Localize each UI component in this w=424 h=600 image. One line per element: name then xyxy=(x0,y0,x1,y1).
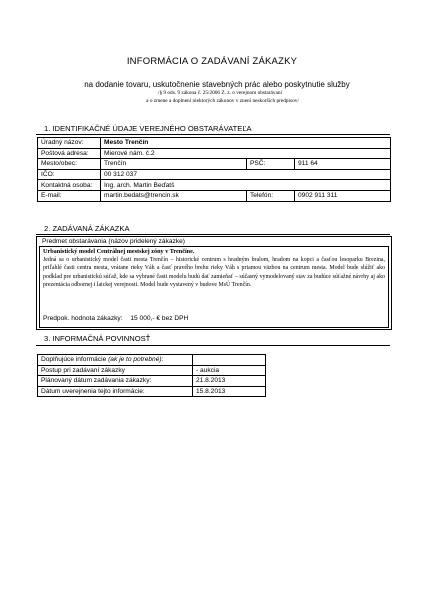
document-title: INFORMÁCIA O ZADÁVANÍ ZÁKAZKY xyxy=(126,56,298,67)
phone-label: Telefón: xyxy=(247,190,295,201)
legal-reference-line1: /§ 9 ods. 9 zákona č. 25/2006 Z. z. o verejnom obstarávaní xyxy=(157,90,282,96)
address-value: Mierové nám. č.2 xyxy=(101,148,391,159)
info-value: 21.8.2013 xyxy=(193,376,266,387)
table-row xyxy=(38,365,266,376)
contact-value: Ing. arch. Martin Beďatš xyxy=(101,180,391,191)
table-row xyxy=(38,159,391,170)
table-row xyxy=(38,386,266,397)
table-row xyxy=(38,138,391,149)
email-label: E-mail: xyxy=(38,190,101,201)
contract-subject-box xyxy=(36,236,392,330)
info-value xyxy=(193,355,266,366)
legal-reference-line2: a o zmene a doplnení niektorých zákonov v znení neskorších predpisov/ xyxy=(146,98,299,104)
city-value: Trenčín xyxy=(101,159,247,170)
subject-title: Urbanistický model Centrálnej mestskej zóny v Trenčíne. xyxy=(43,248,195,255)
city-label: Mesto/obec: xyxy=(38,159,101,170)
section3-heading: 3. INFORMAČNÁ POVINNOSŤ xyxy=(44,334,151,343)
estimated-value-label: Predpok. hodnota zákazky: xyxy=(43,315,123,322)
information-duty-table xyxy=(37,354,266,397)
contracting-authority-table xyxy=(37,137,391,202)
info-value: 15.8.2013 xyxy=(193,386,266,397)
section1-rule xyxy=(36,134,390,135)
table-row xyxy=(38,355,266,366)
zip-value: 911 64 xyxy=(295,159,391,170)
table-row xyxy=(38,180,391,191)
estimated-value xyxy=(43,315,188,322)
table-row xyxy=(38,376,266,387)
section2-heading: 2. ZADÁVANÁ ZÁKAZKA xyxy=(44,224,130,233)
table-row xyxy=(38,190,391,201)
info-label: Plánovaný dátum zadávania zákazky: xyxy=(38,376,193,387)
subject-label: Predmet obstarávania (názov pridelený zákazke) xyxy=(42,238,185,245)
info-value: - aukcia xyxy=(193,365,266,376)
ico-value: 00 312 037 xyxy=(101,169,391,180)
section2-rule xyxy=(36,234,390,235)
table-row xyxy=(38,169,391,180)
phone-value: 0902 911 311 xyxy=(295,190,391,201)
info-label: Dátum uverejnenia tejto informácie: xyxy=(38,386,193,397)
email-value: martin.bedats@trencin.sk xyxy=(101,190,247,201)
document-subtitle: na dodanie tovaru, uskutočnenie stavebných prác alebo poskytnutie služby xyxy=(84,80,350,89)
table-row xyxy=(38,148,391,159)
contact-label: Kontaktná osoba: xyxy=(38,180,101,191)
official-name-label: Úradný názov: xyxy=(38,138,101,149)
estimated-value-amount: 15 000,- € bez DPH xyxy=(130,315,189,322)
section3-rule xyxy=(36,345,390,346)
zip-label: PSČ: xyxy=(247,159,295,170)
subject-description-box xyxy=(39,246,389,328)
info-label: Doplňujúce informácie (ak je to potrebné): xyxy=(38,355,193,366)
subject-description: Jedná sa o urbanistický model časti mesta Trenčín – historické centrum s hradným bralom, hradom na kopci a časťou lesoparku Brezina, priľahlé časti centra mesta, vrátane rieky Váh a časť pravého brehu rieky Váh s priamou väzbou na centrum mesta. Model bude slúžiť ako podklad pre urbanistickú súťaž, kde sa vybrané časti modelu budú dať zamieňať – súčasný vymodelovaný stav za budúce súťažné návrhy aj ako prezentácia odbornej i laickej verejnosti. Model bude vystavený v budove MsÚ Trenčín. xyxy=(43,257,385,288)
official-name-value: Mesto Trenčín xyxy=(101,138,391,149)
section1-heading: 1. IDENTIFIKAČNÉ ÚDAJE VEREJNÉHO OBSTARÁVATEĽA xyxy=(44,124,252,133)
address-label: Poštová adresa: xyxy=(38,148,101,159)
info-label: Postup pri zadávaní zákazky xyxy=(38,365,193,376)
ico-label: IČO: xyxy=(38,169,101,180)
